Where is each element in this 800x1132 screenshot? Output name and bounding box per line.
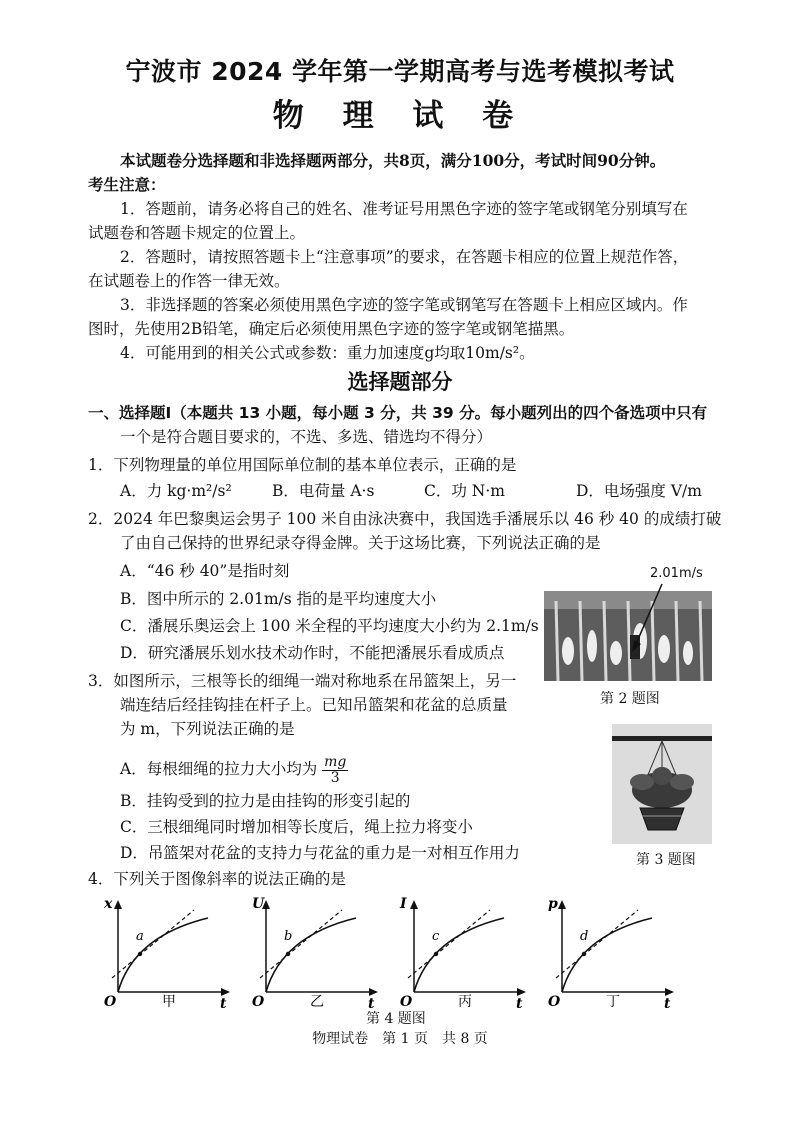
notice-item: 试题卷和答题卡规定的位置上。 [88,224,306,242]
y-axis-label: I [400,896,407,912]
q2-caption: 第 2 题图 [600,691,660,707]
curve [414,918,504,992]
y-axis-arrow [558,900,566,909]
swimming-photo-image [544,591,712,681]
q3-option-a-text: A．每根细绳的拉力大小均为 [120,760,318,778]
q3-option-c: C．三根细绳同时增加相等长度后，绳上拉力将变小 [120,818,473,836]
graph-name: 丙 [458,994,472,1010]
tangent-line [556,910,638,978]
q1-option-b: B．电荷量 A·s [272,482,375,500]
swimming-photo [544,591,712,681]
x-axis-label: t [664,996,671,1012]
point-label: b [284,929,293,944]
graph-jia-svg [96,896,236,1012]
x-axis-label: t [220,996,227,1012]
x-axis-label: t [368,996,375,1012]
notice-item: 在试题卷上的作答一律无效。 [88,272,290,290]
page-footer: 物理试卷 第 1 页 共 8 页 [312,1031,488,1047]
x-axis-arrow [221,988,230,996]
q1-option-c: C．功 N·m [424,482,505,500]
tangent-point [138,952,142,956]
q3-caption: 第 3 题图 [636,852,696,868]
fraction-mg-over-3 [322,755,348,786]
curve [118,918,208,992]
point-label: d [580,929,589,944]
curve [562,918,652,992]
part-heading-text: 一、选择题Ⅰ（本题共 13 小题，每小题 3 分，共 39 分。每小题列出的四个备选项中只有 [88,404,708,422]
graph-yi [244,896,384,1012]
notice-item: 2．答题时，请按照答题卡上“注意事项”的要求，在答题卡相应的位置上规范作答， [120,248,689,266]
tangent-line [112,910,194,978]
point-label: c [432,929,440,944]
q2-option-d: D．研究潘展乐划水技术动作时，不能把潘展乐看成质点 [120,644,505,662]
notice-item: 1．答题前，请务必将自己的姓名、准考证号用黑色字迹的签字笔或钢笔分别填写在 [120,200,688,218]
q3-stem: 3．如图所示，三根等长的细绳一端对称地系在吊篮架上，另一 [88,672,517,690]
graph-yi-svg [244,896,384,1012]
graph-ding [540,896,680,1012]
origin-label: O [400,994,413,1010]
q4-caption: 第 4 题图 [366,1011,426,1027]
point-label: a [136,929,144,944]
x-axis-arrow [369,988,378,996]
exam-title: 宁波市 2024 学年第一学期高考与选考模拟考试 [125,57,675,86]
q2-stem: 2．2024 年巴黎奥运会男子 100 米自由泳决赛中，我国选手潘展乐以 46 秒 40 的成绩打破 [88,510,722,528]
tangent-point [286,952,290,956]
flower-basket-photo [612,724,712,844]
graph-name: 丁 [606,994,620,1010]
tangent-line [260,910,342,978]
origin-label: O [548,994,561,1010]
graph-bing-svg [392,896,532,1012]
q2-figure-label: 2.01m/s [650,566,703,581]
x-axis-arrow [665,988,674,996]
notice-item: 4．可能用到的相关公式或参数：重力加速度g均取10m/s²。 [120,344,535,362]
notice-item: 3．非选择题的答案必须使用黑色字迹的签字笔或钢笔写在答题卡上相应区域内。作 [120,296,688,314]
graph-jia [96,896,236,1012]
graph-ding-svg [540,896,680,1012]
q2-option-c: C．潘展乐奥运会上 100 米全程的平均速度大小约为 2.1m/s [120,617,539,635]
fraction-denominator: 3 [330,769,340,786]
part-heading-cont: 一个是符合题目要求的，不选、多选、错选均不得分） [120,428,493,446]
q3-stem-cont: 端连结后经挂钩挂在杆子上。已知吊篮架和花盆的总质量 [120,696,508,714]
section-title: 选择题部分 [347,370,453,394]
graph-name: 乙 [310,994,324,1010]
notice-item: 图时，先使用2B铅笔，确定后必须使用黑色字迹的签字笔或钢笔描黑。 [88,320,575,338]
tangent-line [408,910,490,978]
q3-option-a [120,752,348,786]
q2-option-a: A．“46 秒 40”是指时刻 [120,562,290,580]
exam-subtitle: 物 理 试 卷 [272,98,528,134]
origin-label: O [104,994,117,1010]
intro-text: 本试题卷分选择题和非选择题两部分，共8页，满分100分，考试时间90分钟。 [120,151,666,170]
fraction-numerator: mg [324,753,347,770]
q1-option-d: D．电场强度 V/m [576,482,702,500]
tangent-point [434,952,438,956]
x-axis-arrow [517,988,526,996]
y-axis-label: x [104,896,113,912]
part-heading [88,402,707,424]
graph-name: 甲 [162,994,176,1010]
flower-basket-image [612,724,712,844]
q2-stem-cont: 了由自己保持的世界纪录夺得金牌。关于这场比赛，下列说法正确的是 [120,534,601,552]
y-axis-arrow [114,900,122,909]
q1-option-a: A．力 kg·m²/s² [120,482,232,500]
notice-heading: 考生注意： [88,175,166,194]
q1-stem: 1．下列物理量的单位用国际单位制的基本单位表示，正确的是 [88,456,517,474]
graph-bing [392,896,532,1012]
q3-option-b: B．挂钩受到的拉力是由挂钩的形变引起的 [120,792,411,810]
q2-option-b: B．图中所示的 2.01m/s 指的是平均速度大小 [120,590,437,608]
q3-option-d: D．吊篮架对花盆的支持力与花盆的重力是一对相互作用力 [120,844,520,862]
y-axis-arrow [410,900,418,909]
y-axis-label: p [548,896,558,912]
q4-stem: 4．下列关于图像斜率的说法正确的是 [88,870,346,888]
q2-figure-arrow [630,584,670,654]
q3-stem-cont2: 为 m，下列说法正确的是 [120,720,295,738]
x-axis-label: t [516,996,523,1012]
y-axis-label: U [252,896,265,912]
curve [266,918,356,992]
tangent-point [582,952,586,956]
origin-label: O [252,994,265,1010]
